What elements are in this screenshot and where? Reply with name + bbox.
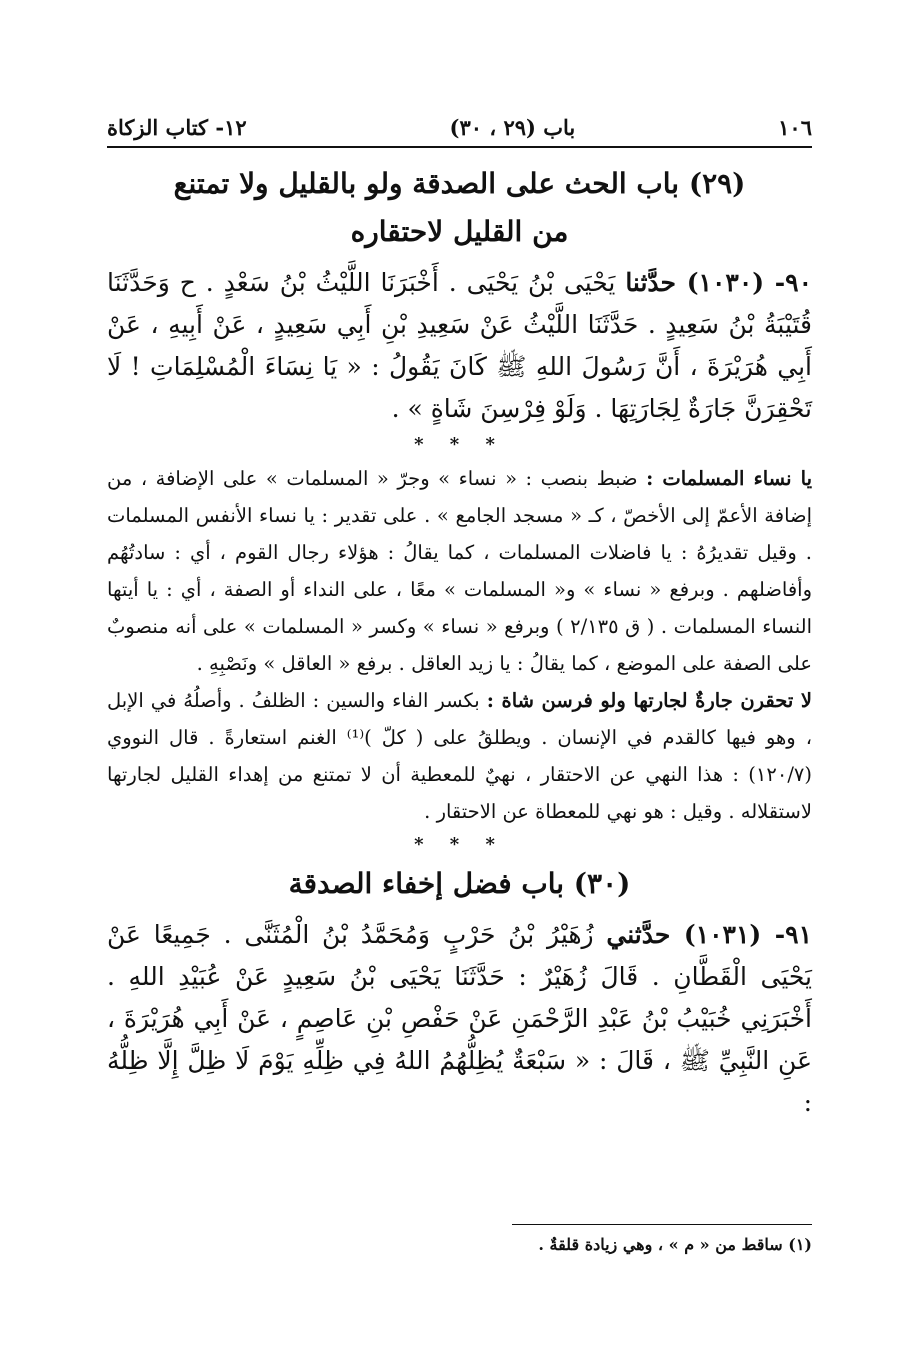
section-separator: * * * [414,834,505,855]
commentary-2-text: بكسر الفاء والسين : الظلفُ . وأصلُهُ في الإبل ، وهو فيها كالقدم في الإنسان . ويطلقُ على ( كلّ )⁽¹⁾ الغنم استعارةً . قال النووي (١٢٠/٧) : هذا النهي عن الاحتقار ، نهيٌ للمعطية أن لا تمتنع من إهداء القليل لجارتها لاستقلاله . وقيل : هو نهي للمعطاة عن الاحتقار . [107,689,812,823]
header-divider [107,146,812,148]
commentary-paragraph [107,460,812,682]
chapter-29-title-line1: (٢٩) باب الحث على الصدقة ولو بالقليل ولا تمتنع [173,167,746,200]
footnote: (١) ساقط من « م » ، وهي زيادة قلقةٌ . [538,1235,812,1254]
section-separator: * * * [414,434,505,455]
hadith-91-number: ٩١- (١٠٣١) حدَّثني [606,920,813,949]
page-body [107,160,812,1124]
running-head [107,98,812,140]
chapter-29-title [107,160,812,256]
hadith-91 [107,914,812,1124]
section-label: باب (٢٩ ، ٣٠) [449,115,576,140]
hadith-90-text: يَحْيَى بْنُ يَحْيَى . أَخْبَرَنَا اللَّيْثُ بْنُ سَعْدٍ . ح وَحَدَّثَنَا قُتَيْبَةُ بْنُ سَعِيدٍ . حَدَّثَنَا اللَّيْثُ عَنْ سَعِيدِ بْنِ أَبِي سَعِيدٍ ، عَنْ أَبِيهِ ، عَنْ أَبِي هُرَيْرَةَ ، أَنَّ رَسُولَ اللهِ ﷺ كَانَ يَقُولُ : « يَا نِسَاءَ الْمُسْلِمَاتِ ! لَا تَحْقِرَنَّ جَارَةٌ لِجَارَتِهَا . وَلَوْ فِرْسِنَ شَاةٍ » . [107,268,812,423]
hadith-90 [107,262,812,430]
commentary-paragraph [107,682,812,830]
chapter-30-title: (٣٠) باب فضل إخفاء الصدقة [288,867,631,900]
commentary-2-lemma: لا تحقرن جارةٌ لجارتها ولو فرسن شاة : [486,689,812,712]
footnote-divider [512,1224,812,1225]
book-label: ١٢- كتاب الزكاة [107,115,247,140]
hadith-90-number: ٩٠- (١٠٣٠) حدَّثنا [625,268,812,297]
commentary-1-lemma: يا نساء المسلمات : [646,467,812,490]
chapter-29-title-line2: من القليل لاحتقاره [350,215,569,248]
hadith-91-text: زُهَيْرُ بْنُ حَرْبٍ وَمُحَمَّدُ بْنُ الْمُثَنَّى . جَمِيعًا عَنْ يَحْيَى الْقَطَّانِ . قَالَ زُهَيْرٌ : حَدَّثَنَا يَحْيَى بْنُ سَعِيدٍ عَنْ عُبَيْدِ اللهِ . أَخْبَرَنِي خُبَيْبُ بْنُ عَبْدِ الرَّحْمَنِ عَنْ حَفْصِ بْنِ عَاصِمٍ ، عَنْ أَبِي هُرَيْرَةَ ، عَنِ النَّبِيِّ ﷺ ، قَالَ : « سَبْعَةٌ يُظِلُّهُمُ اللهُ فِي ظِلِّهِ يَوْمَ لَا ظِلَّ إِلَّا ظِلُّهُ : [107,920,812,1117]
page-number: ١٠٦ [778,115,812,140]
commentary-1-text: ضبط بنصب : « نساء » وجرّ « المسلمات » على الإضافة ، من إضافة الأعمّ إلى الأخصّ ، كـ « مسجد الجامع » . على تقدير : يا نساء الأنفس المسلمات . وقيل تقديرُهُ : يا فاضلات المسلمات ، كما يقالُ : هؤلاء رجال القوم ، أي : سادتُهُم وأفاضلهم . وبرفع « نساء » و« المسلمات » معًا ، على النداء أو الصفة ، أي : يا أيتها النساء المسلمات . ( ق ٢/١٣٥ ) وبرفع « نساء » وكسر « المسلمات » على أنه منصوبٌ على الصفة على الموضع ، كما يقالُ : يا زيد العاقل . برفع « العاقل » ونَصْبِهِ . [107,467,812,675]
